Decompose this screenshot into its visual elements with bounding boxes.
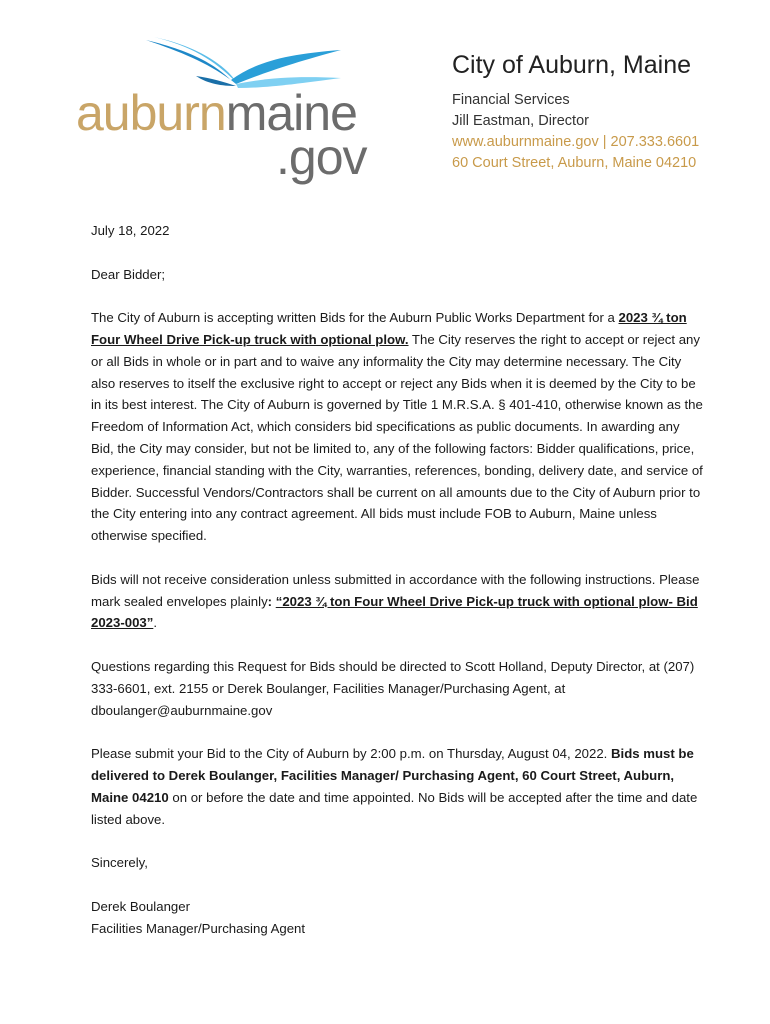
- signature-block: [91, 896, 703, 940]
- logo-wordmark: auburnmaine: [76, 85, 357, 141]
- bid-item: 2023 ¾ ton Four Wheel Drive Pick-up truck with optional plow.: [91, 310, 687, 347]
- envelope-label: “2023 ¾ ton Four Wheel Drive Pick-up truck with optional plow- Bid 2023-003”: [91, 593, 698, 631]
- department: Financial Services: [452, 92, 570, 108]
- auburnmaine-logo: [76, 32, 367, 185]
- signer-title: Facilities Manager/Purchasing Agent: [91, 920, 306, 936]
- paragraph-instructions: Bids will not receive consideration unless submitted in accordance with the following instructions. Please mark sealed envelopes plainly: “2023 ¾ ton Four Wheel Drive Pick-up truck with optional plow- Bid 2023-003”.: [91, 571, 700, 631]
- paragraph-questions: Questions regarding this Request for Bids should be directed to Scott Holland, Deputy Director, at (207) 333-6601, ext. 2155 or Derek Boulanger, Facilities Manager/Purchasing Agent, at dboulanger@auburnmaine.gov: [91, 658, 695, 718]
- letterhead: [452, 50, 752, 174]
- signer-name: Derek Boulanger: [91, 898, 190, 914]
- salutation: Dear Bidder;: [91, 266, 166, 282]
- letter-date: July 18, 2022: [91, 223, 170, 238]
- address: 60 Court Street, Auburn, Maine 04210: [452, 155, 697, 171]
- director: Jill Eastman, Director: [452, 113, 589, 129]
- logo-gov: .gov: [276, 129, 367, 185]
- org-title: City of Auburn, Maine: [452, 51, 692, 79]
- paragraph-intro: The City of Auburn is accepting written Bids for the Auburn Public Works Department for a 2023 ¾ ton Four Wheel Drive Pick-up truck with optional plow. The City reserves the right to accept or reject any or all Bids in whole or in part and to waive any informality the City may determine necessary. The City also reserves to itself the exclusive right to accept or reject any Bids when it is deemed by the City to be in its best interest. The City of Auburn is governed by Title 1 M.R.S.A. § 401-410, otherwise known as the Freedom of Information Act, which considers bid specifications as public documents. In awarding any Bid, the City may consider, but not be limited to, any of the following factors: Bidder qualifications, price, experience, financial standing with the City, warranties, references, bonding, delivery date, and service of Bidder. Successful Vendors/Contractors shall be current on all amounts due to the City of Auburn prior to the City entering into any contract agreement. All bids must include FOB to Auburn, Maine unless otherwise specified.: [91, 310, 703, 544]
- web-phone: www.auburnmaine.gov | 207.333.6601: [452, 134, 700, 150]
- paragraph-submission: Please submit your Bid to the City of Auburn by 2:00 p.m. on Thursday, August 04, 2022. Bids must be delivered to Derek Boulanger, Facilities Manager/ Purchasing Agent, 60 Court Street, Auburn, Maine 04210 on or before the date and time appointed. No Bids will be accepted after the time and date listed above.: [91, 746, 698, 827]
- closing: Sincerely,: [91, 855, 148, 871]
- letter-body: [91, 220, 703, 939]
